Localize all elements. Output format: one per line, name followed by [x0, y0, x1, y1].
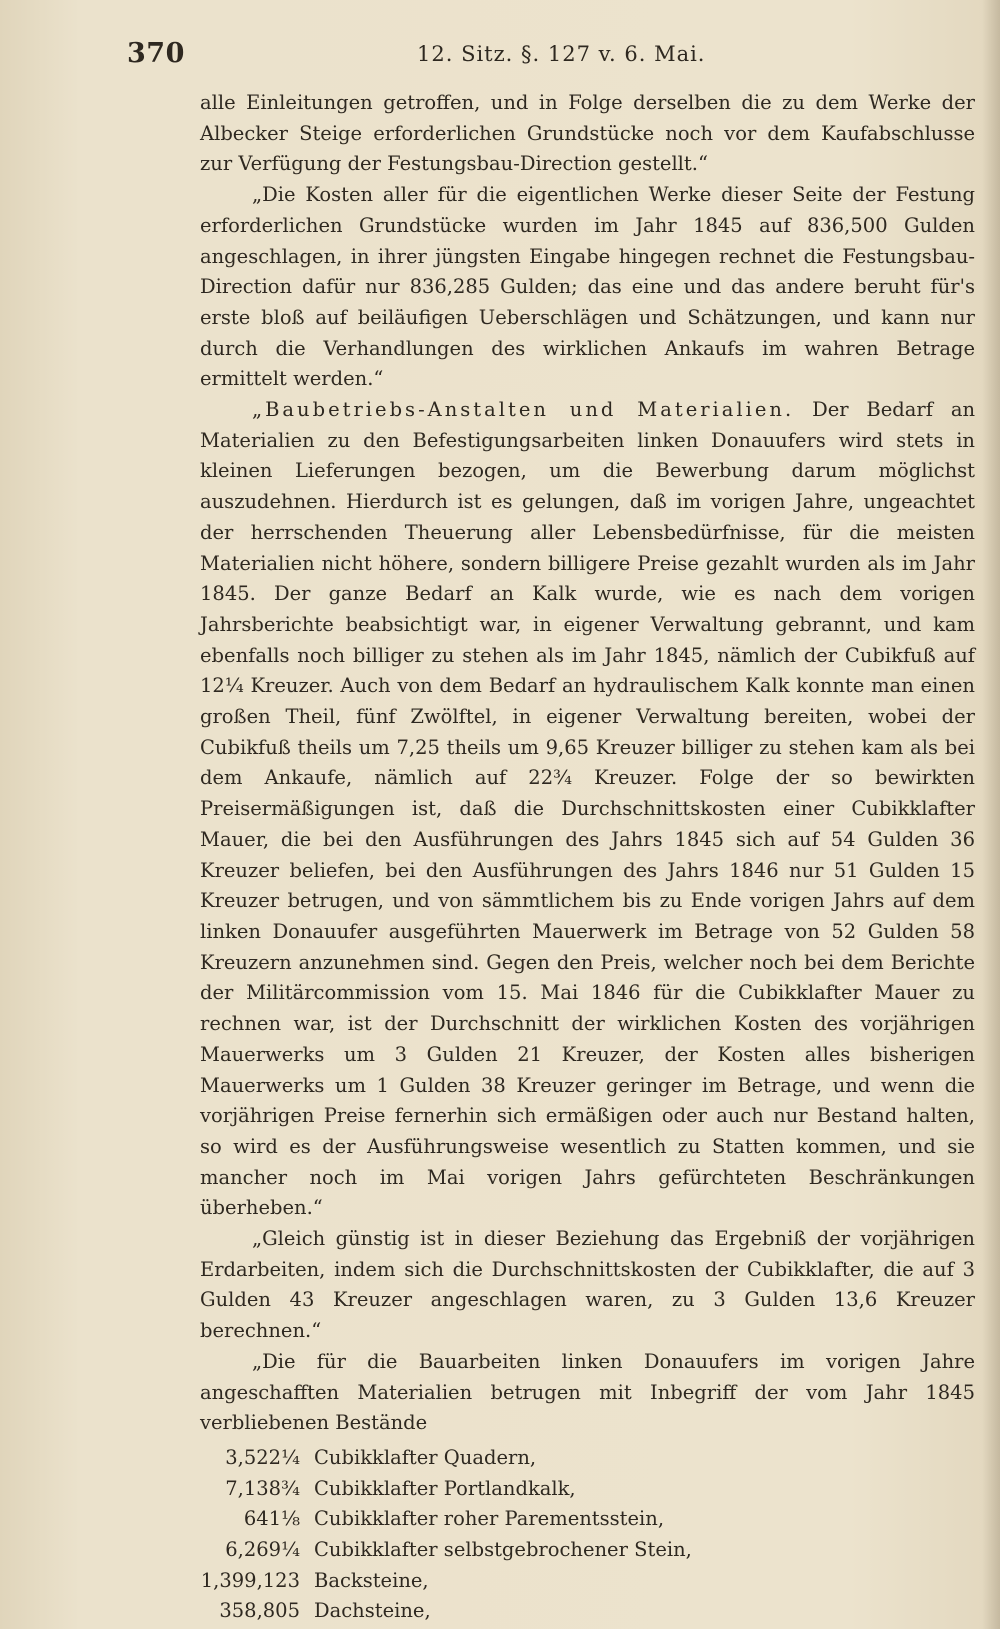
- paragraph-5: [200, 1347, 975, 1439]
- material-name: Cubikklafter Portlandkalk,: [314, 1476, 576, 1500]
- materials-list: [200, 1443, 975, 1627]
- page-body: [200, 88, 975, 1627]
- paragraph-3: [200, 395, 975, 1224]
- page-header: [127, 38, 940, 72]
- list-item: [200, 1566, 975, 1597]
- list-item: [200, 1596, 975, 1627]
- material-name: Dachsteine,: [314, 1599, 431, 1623]
- paragraph-text: Der Bedarf an Materialien zu den Befestigungsarbeiten linken Donauufers wird stets in kleinen Lieferungen bezogen, um die Bewerbung darum möglichst auszudehnen. Hierdurch ist es gelungen, daß im vorigen Jahre, ungeachtet der herrschenden Theuerung aller Lebensbedürfnisse, für die meisten Materialien nicht höhere, sondern billigere Preise gezahlt wurden als im Jahr 1845. Der ganze Bedarf an Kalk wurde, wie es nach dem vorigen Jahrsberichte beabsichtigt war, in eigener Verwaltung gebrannt, und kam ebenfalls noch billiger zu stehen als im Jahr 1845, nämlich der Cubikfuß auf 12¼ Kreuzer. Auch von dem Bedarf an hydraulischem Kalk konnte man einen großen Theil, fünf Zwölftel, in eigener Verwaltung bereiten, wobei der Cubikfuß theils um 7,25 theils um 9,65 Kreuzer billiger zu stehen kam als bei dem Ankaufe, nämlich auf 22¾ Kreuzer. Folge der so bewirkten Preisermäßigungen ist, daß die Durchschnittskosten einer Cubikklafter Mauer, die bei den Ausführungen des Jahrs 1845 sich auf 54 Gulden 36 Kreuzer beliefen, bei den Ausführungen des Jahrs 1846 nur 51 Gulden 15 Kreuzer betrugen, und von sämmtlichem bis zu Ende vorigen Jahrs auf dem linken Donauufer ausgeführten Mauerwerk im Betrage von 52 Gulden 58 Kreuzern anzunehmen sind. Gegen den Preis, welcher noch bei dem Berichte der Militärcommission vom 15. Mai 1846 für die Cubikklafter Mauer zu rechnen war, ist der Durchschnitt der wirklichen Kosten des vorjährigen Mauerwerks um 3 Gulden 21 Kreuzer, der Kosten alles bisherigen Mauerwerks um 1 Gulden 38 Kreuzer geringer im Betrage, und wenn die vorjährigen Preise fernerhin sich ermäßigen oder auch nur Bestand halten, so wird es der Ausführungsweise wesentlich zu Statten kommen, und sie mancher noch im Mai vorigen Jahrs gefürchteten Beschränkungen überheben.“: [200, 398, 976, 1220]
- material-quantity: 1,399,123: [200, 1568, 300, 1592]
- paragraph-2: [200, 180, 975, 395]
- paragraph-text: „Die für die Bauarbeiten linken Donauufers im vorigen Jahre angeschafften Materialien betrugen mit Inbegriff der vom Jahr 1845 verbliebenen Bestände: [200, 1349, 975, 1435]
- material-name: Cubikklafter Quadern,: [314, 1445, 537, 1469]
- running-head: 12. Sitz. §. 127 v. 6. Mai.: [417, 42, 706, 66]
- material-quantity: 641⅛: [243, 1507, 300, 1531]
- list-item: [200, 1535, 975, 1566]
- material-quantity: 358,805: [219, 1599, 300, 1623]
- page-number: 370: [127, 38, 185, 69]
- material-quantity: 7,138¾: [225, 1476, 300, 1500]
- material-name: Cubikklafter selbstgebrochener Stein,: [314, 1538, 692, 1561]
- paragraph-text: alle Einleitungen getroffen, und in Folge derselben die zu dem Werke der Albecker Steige erforderlichen Grundstücke noch vor dem Kaufabschlusse zur Verfügung der Festungsbau-Direction gestellt.“: [200, 91, 975, 176]
- list-item: [200, 1474, 975, 1505]
- material-name: Backsteine,: [314, 1568, 429, 1592]
- material-quantity: 6,269¼: [225, 1538, 300, 1561]
- list-item: [200, 1443, 975, 1474]
- paragraph-text: „Gleich günstig ist in dieser Beziehung das Ergebniß der vorjährigen Erdarbeiten, indem sich die Durchschnittskosten der Cubikklafter, die auf 3 Gulden 43 Kreuzer angeschlagen waren, zu 3 Gulden 13,6 Kreuzer berechnen.“: [200, 1227, 975, 1343]
- material-quantity: 3,522¼: [225, 1445, 300, 1469]
- paragraph-1: [200, 88, 975, 180]
- paragraph-text: „Die Kosten aller für die eigentlichen Werke dieser Seite der Festung erforderlichen Grundstücke wurden im Jahr 1845 auf 836,500 Gulden angeschlagen, in ihrer jüngsten Eingabe hingegen rechnet die Festungsbau-Direction dafür nur 836,285 Gulden; das eine und das andere beruht für's erste bloß auf beiläufigen Ueberschlägen und Schätzungen, und kann nur durch die Verhandlungen des wirklichen Ankaufs im wahren Betrage ermittelt werden.“: [200, 183, 975, 391]
- list-item: [200, 1504, 975, 1535]
- section-lead: „Baubetriebs-Anstalten und Materialien.: [252, 398, 795, 422]
- material-name: Cubikklafter roher Parementsstein,: [314, 1507, 665, 1531]
- paragraph-4: [200, 1224, 975, 1347]
